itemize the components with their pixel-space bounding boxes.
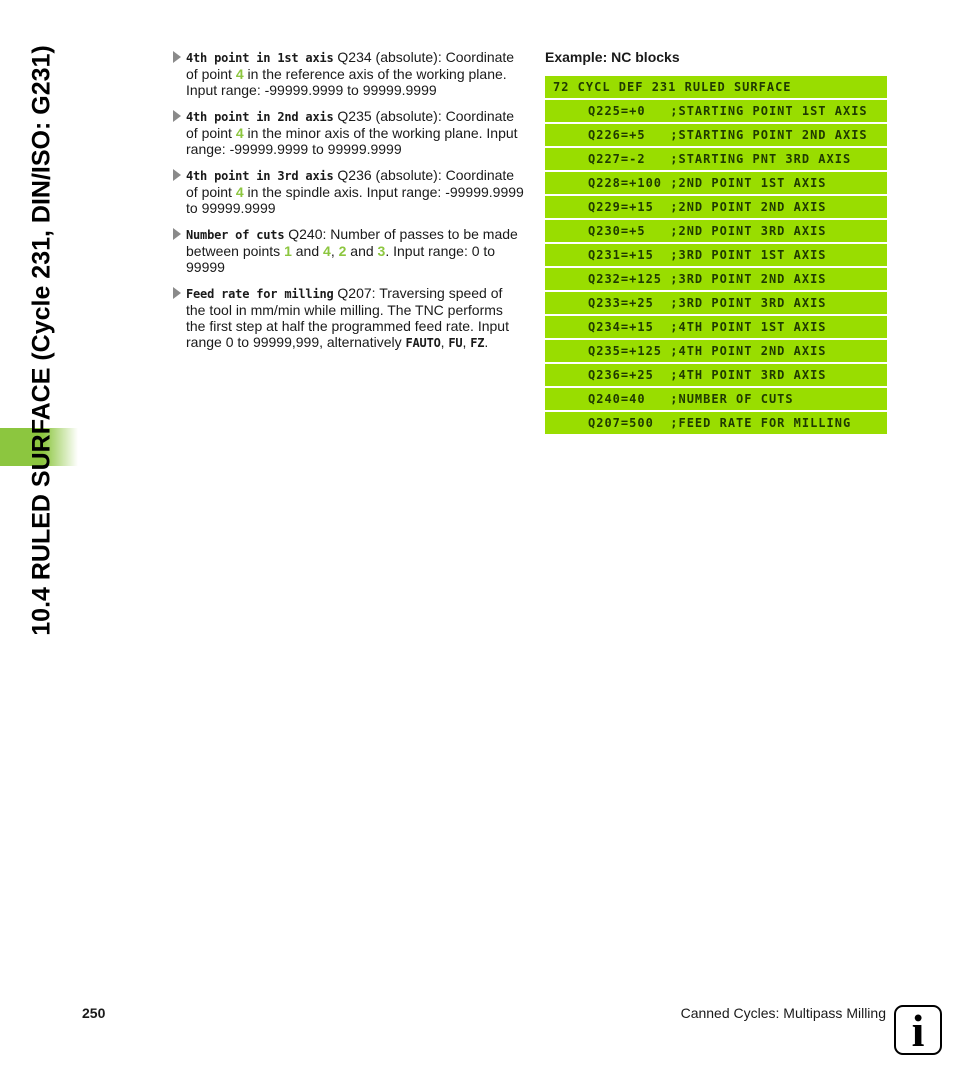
nc-block: Q230=+5 ;2ND POINT 3RD AXIS — [545, 220, 887, 242]
param-code: Q207 — [337, 285, 372, 301]
param-text: in the reference axis of the working plane. Input range: -99999.9999 to 99999.9999 — [186, 66, 507, 98]
parameter-list — [172, 49, 524, 361]
feed-option: FU — [448, 336, 463, 350]
triangle-bullet-icon — [173, 51, 181, 63]
page-number: 250 — [82, 1005, 106, 1021]
param-name: 4th point in 1st axis — [186, 51, 334, 65]
nc-block: Q232=+125 ;3RD POINT 2ND AXIS — [545, 268, 887, 290]
nc-block-cycle-def: 72 CYCL DEF 231 RULED SURFACE — [545, 76, 887, 98]
info-glyph: i — [911, 1004, 925, 1056]
point-number: 3 — [377, 243, 386, 259]
nc-block: Q228=+100 ;2ND POINT 1ST AXIS — [545, 172, 887, 194]
param-text: and — [291, 243, 324, 259]
chapter-title: 10.4 RULED SURFACE (Cycle 231, DIN/ISO: G231) — [28, 44, 56, 636]
param-text: , — [330, 243, 339, 259]
nc-block: Q225=+0 ;STARTING POINT 1ST AXIS — [545, 100, 887, 122]
point-number: 2 — [338, 243, 347, 259]
param-name: Number of cuts — [186, 228, 285, 242]
footer-chapter-title: Canned Cycles: Multipass Milling — [680, 1005, 886, 1021]
chapter-sidebar — [20, 20, 65, 660]
param-text: (absolute): Coordinate of point — [186, 49, 515, 82]
nc-block: Q235=+125 ;4TH POINT 2ND AXIS — [545, 340, 887, 362]
nc-block: Q233=+25 ;3RD POINT 3RD AXIS — [545, 292, 887, 314]
param-name: Feed rate for milling — [186, 287, 334, 301]
param-text: . Input range: 0 to 99999 — [186, 243, 496, 275]
param-text: : Traversing speed of the tool in mm/min while milling. The TNC performs the first step at half the programmed feed rate. Input range 0 to 99999,999, alternatively — [186, 285, 509, 350]
info-icon — [894, 1005, 942, 1055]
triangle-bullet-icon — [173, 228, 181, 240]
param-text: , — [462, 334, 471, 350]
nc-program-listing — [545, 76, 887, 434]
nc-block: Q231=+15 ;3RD POINT 1ST AXIS — [545, 244, 887, 266]
param-text: in the minor axis of the working plane. Input range: -99999.9999 to 99999.9999 — [186, 125, 518, 157]
nc-block: Q207=500 ;FEED RATE FOR MILLING — [545, 412, 887, 434]
param-name: 4th point in 2nd axis — [186, 110, 334, 124]
param-q235 — [172, 108, 524, 157]
param-code: Q234 — [337, 49, 372, 65]
point-number: 1 — [284, 243, 292, 259]
feed-option: FZ — [470, 336, 485, 350]
nc-block: Q227=-2 ;STARTING PNT 3RD AXIS — [545, 148, 887, 170]
nc-block: Q234=+15 ;4TH POINT 1ST AXIS — [545, 316, 887, 338]
param-text: in the spindle axis. Input range: -99999.9999 to 99999.9999 — [186, 184, 524, 216]
param-q236 — [172, 167, 524, 216]
param-code: Q235 — [337, 108, 372, 124]
point-number: 4 — [323, 243, 331, 259]
param-code: Q240 — [288, 226, 323, 242]
param-q207 — [172, 285, 524, 351]
param-code: Q236 — [337, 167, 372, 183]
param-text: (absolute): Coordinate of point — [186, 167, 515, 200]
param-text: : Number of passes to be made between points — [186, 226, 518, 259]
triangle-bullet-icon — [173, 287, 181, 299]
point-number: 4 — [235, 184, 244, 200]
param-q240 — [172, 226, 524, 275]
param-text: and — [346, 243, 378, 259]
nc-block: Q226=+5 ;STARTING POINT 2ND AXIS — [545, 124, 887, 146]
nc-block: Q236=+25 ;4TH POINT 3RD AXIS — [545, 364, 887, 386]
point-number: 4 — [235, 66, 244, 82]
feed-option: FAUTO — [405, 336, 441, 350]
param-q234 — [172, 49, 524, 98]
param-name: 4th point in 3rd axis — [186, 169, 334, 183]
param-text: . — [484, 334, 489, 350]
param-text: , — [440, 334, 449, 350]
triangle-bullet-icon — [173, 110, 181, 122]
nc-block: Q240=40 ;NUMBER OF CUTS — [545, 388, 887, 410]
point-number: 4 — [235, 125, 244, 141]
triangle-bullet-icon — [173, 169, 181, 181]
example-title: Example: NC blocks — [545, 49, 680, 65]
nc-block: Q229=+15 ;2ND POINT 2ND AXIS — [545, 196, 887, 218]
example-section — [545, 49, 887, 436]
param-text: (absolute): Coordinate of point — [186, 108, 515, 141]
